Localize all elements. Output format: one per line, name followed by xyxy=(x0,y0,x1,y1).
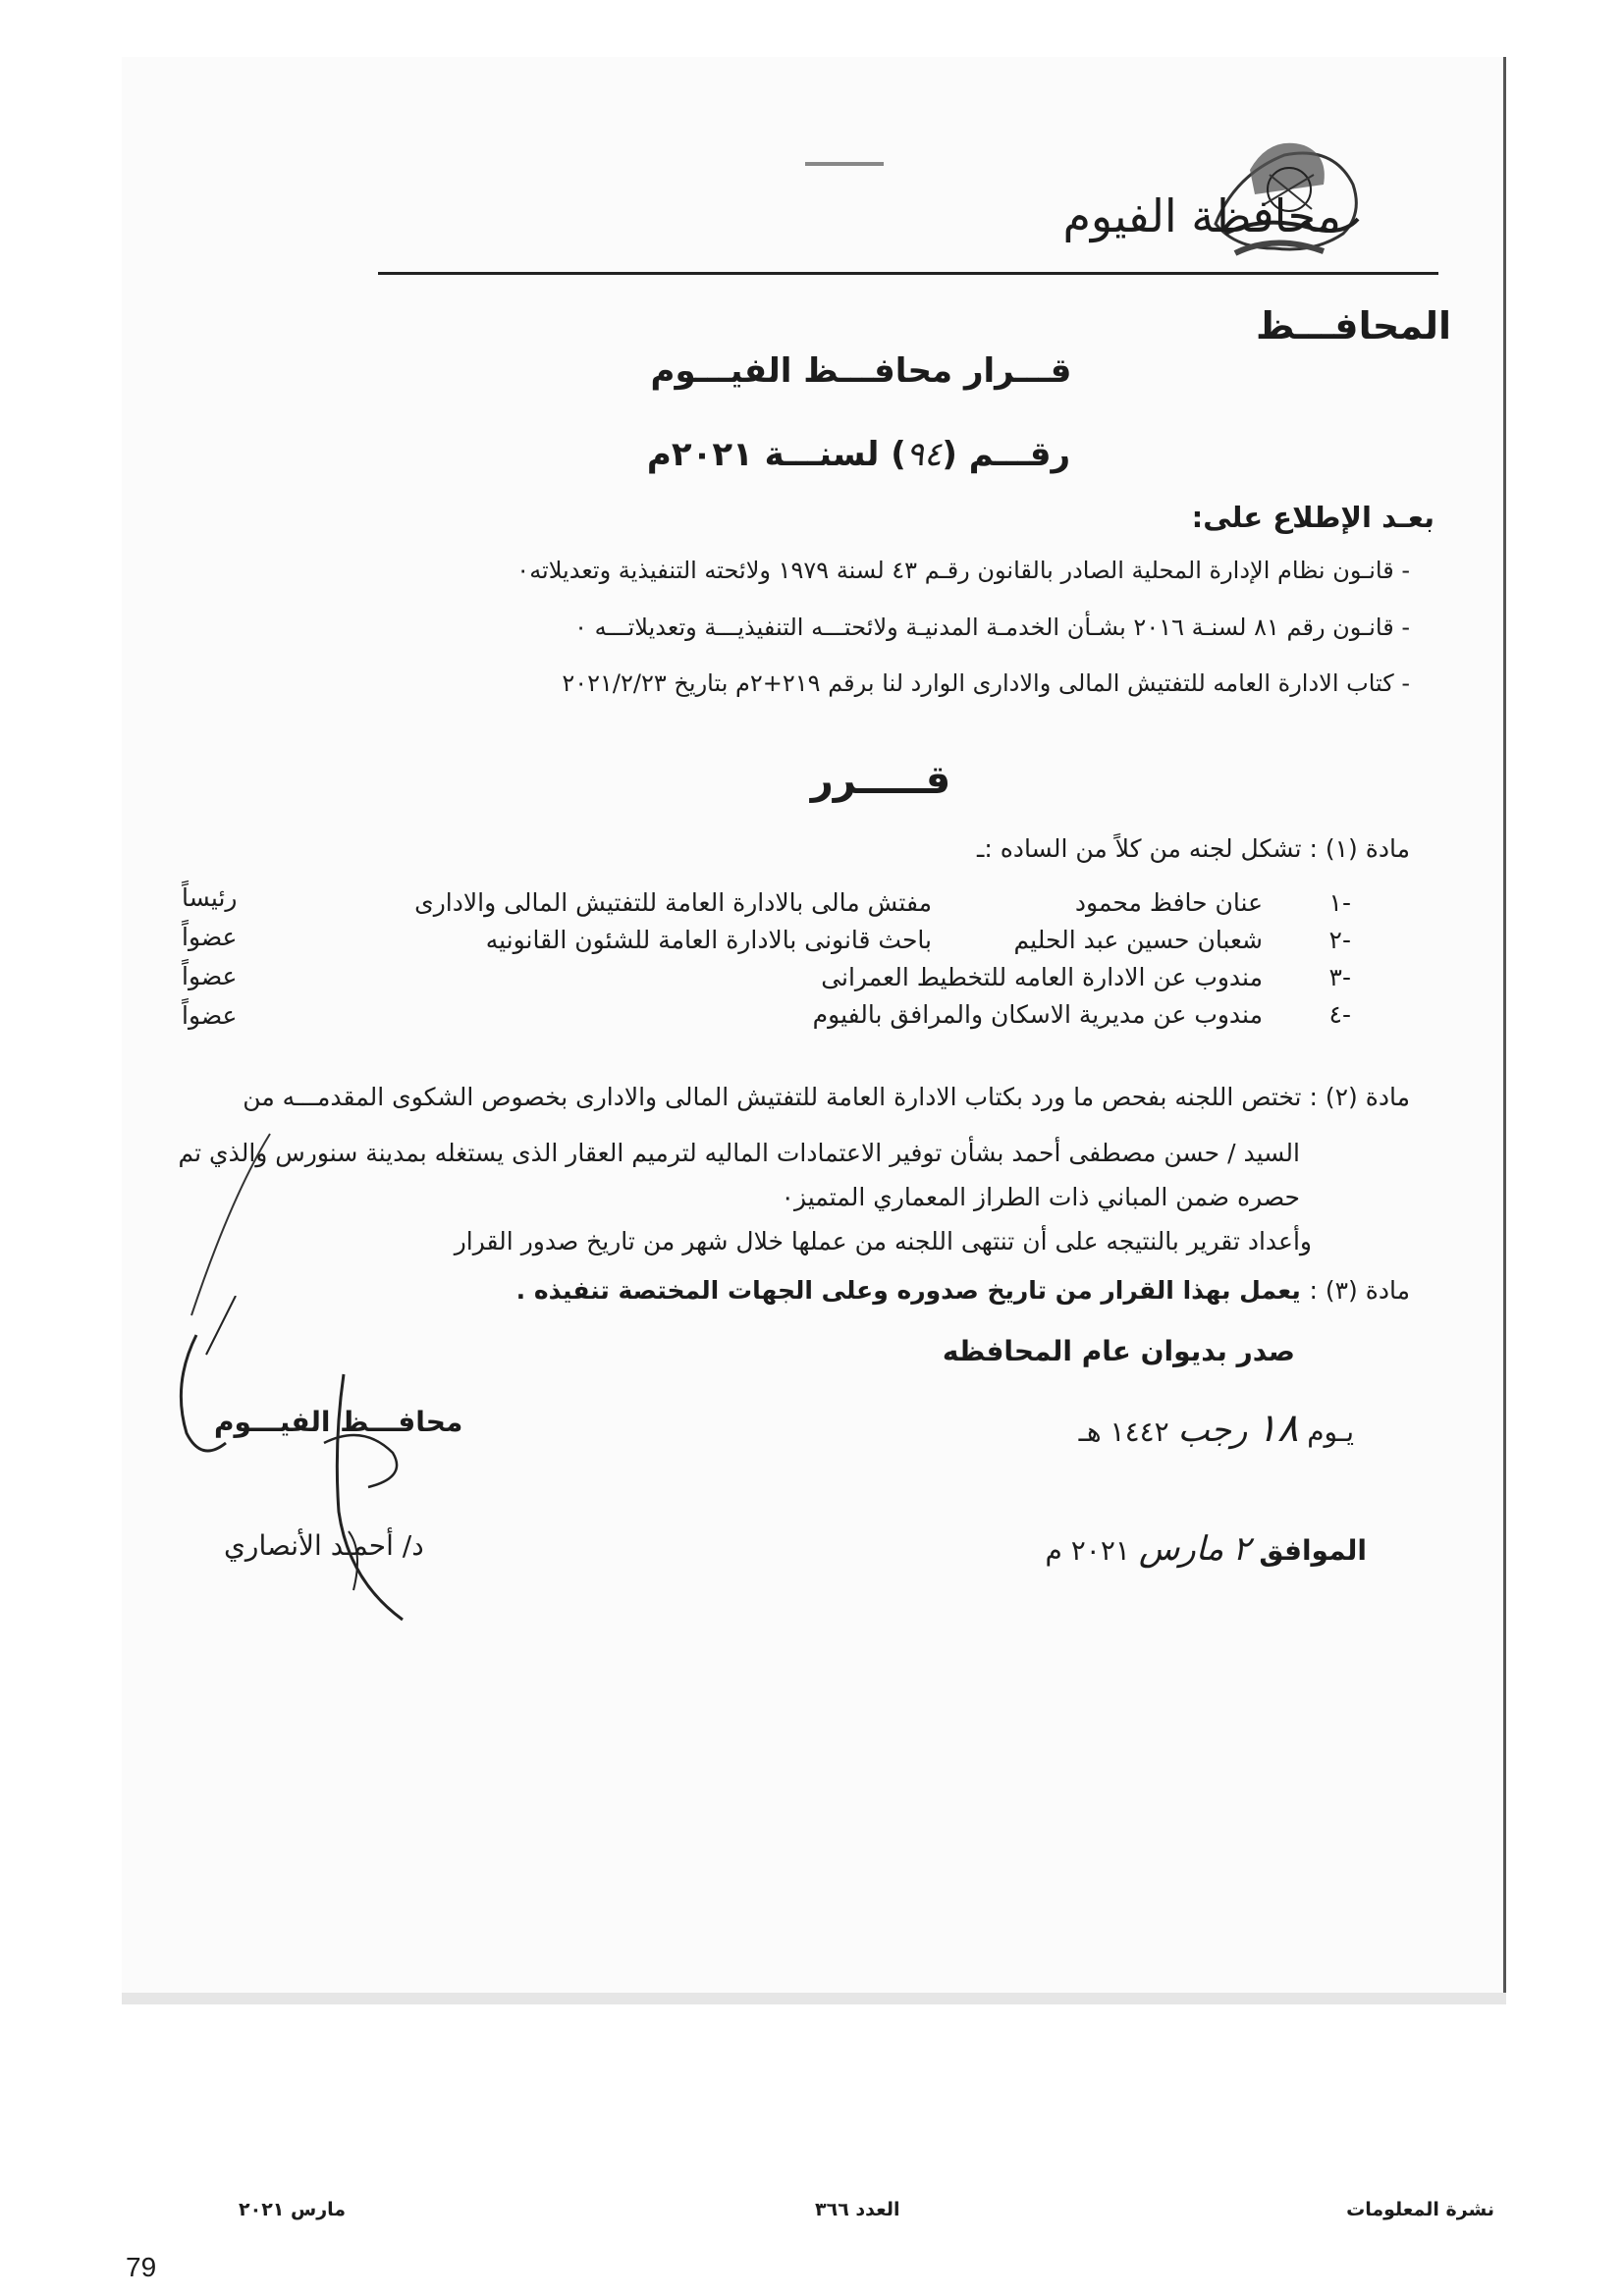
member-number: ٣- xyxy=(1328,963,1351,991)
hijri-year: ١٤٤٢ هـ xyxy=(1078,1415,1169,1448)
article2-line4: وأعداد تقرير بالنتيجه على أن تنتهى اللجنه من عملها خلال شهر من تاريخ صدور القرار xyxy=(454,1227,1312,1255)
article3 xyxy=(516,1276,1410,1305)
member-job: مفتش مالى بالادارة العامة للتفتيش المالى والادارى xyxy=(414,888,932,917)
article1-label: مادة (١) : xyxy=(1309,834,1410,863)
article3-text: يعمل بهذا القرار من تاريخ صدوره وعلى الجهات المختصة تنفيذه . xyxy=(515,1276,1301,1305)
article2-text: تختص اللجنه بفحص ما ورد بكتاب الادارة العامة للتفتيش المالى والادارى بخصوص الشكوى المقدمـــه من xyxy=(243,1083,1302,1111)
member-name: مندوب عن مديرية الاسكان والمرافق بالفيوم xyxy=(812,1000,1263,1029)
number-suffix: ) لسنـــة ٢٠٢١م xyxy=(646,435,906,474)
greg-day: ٢ xyxy=(1232,1529,1251,1569)
article1-text: تشكل لجنه من كلاً من الساده :ـ xyxy=(977,834,1302,863)
reference-item: - قانـون رقم ٨١ لسنـة ٢٠١٦ بشـأن الخدمـة المدنيـة ولائحتـــه التنفيذيـــة وتعديلاتـــه ٠ xyxy=(574,614,1410,641)
preamble-heading: بعـد الإطلاع على: xyxy=(1191,501,1435,534)
header-mark xyxy=(805,162,884,166)
hijri-date xyxy=(1079,1406,1354,1451)
footer-date: مارس ٢٠٢١ xyxy=(239,2199,347,2220)
decision-word: قـــــرر xyxy=(810,758,951,803)
issued-at: صدر بديوان عام المحافظه xyxy=(942,1335,1295,1367)
number-prefix: رقـــم ( xyxy=(942,435,1071,474)
hijri-day: ١٨ xyxy=(1256,1406,1299,1451)
member-number: ٤- xyxy=(1328,1000,1351,1029)
member-role: عضواً xyxy=(182,1001,238,1030)
greg-year: ٢٠٢١ م xyxy=(1045,1534,1130,1567)
hijri-month: رجب xyxy=(1177,1411,1248,1450)
article2-line1 xyxy=(243,1083,1410,1111)
gregorian-date xyxy=(1046,1529,1368,1569)
footer-bulletin: نشرة المعلومات xyxy=(1346,2199,1494,2220)
greg-prefix: الموافق xyxy=(1259,1534,1367,1567)
scan-edge xyxy=(122,1993,1506,2004)
member-role: رئيساً xyxy=(182,883,238,912)
article1 xyxy=(977,834,1410,863)
reference-item: - كتاب الادارة العامه للتفتيش المالى والادارى الوارد لنا برقم ٢١٩+٢م بتاريخ ٢٠٢١/٢/٢٣ xyxy=(562,669,1410,697)
member-number: ٢- xyxy=(1328,926,1351,954)
article3-label: مادة (٣) : xyxy=(1309,1276,1410,1305)
member-job: باحث قانونى بالادارة العامة للشئون القانونيه xyxy=(485,926,932,954)
member-number: ١- xyxy=(1328,888,1351,917)
article2-line3: حصره ضمن المباني ذات الطراز المعماري المتميز٠ xyxy=(781,1183,1300,1211)
article2-label: مادة (٢) : xyxy=(1309,1083,1410,1111)
scanned-document xyxy=(122,57,1506,2004)
member-role: عضواً xyxy=(182,923,238,951)
margin-stroke xyxy=(172,1129,280,1325)
page-number: 79 xyxy=(126,2252,157,2282)
member-name: مندوب عن الادارة العامه للتخطيط العمرانى xyxy=(821,963,1263,991)
office-title: المحافـــظ xyxy=(1256,304,1451,347)
number-handwritten: ٩٤ xyxy=(905,435,943,474)
article2-line2: السيد / حسن مصطفى أحمد بشأن توفير الاعتمادات الماليه لترميم العقار الذى يستغله بمدينة سنورس والذي تم xyxy=(178,1139,1300,1167)
day-prefix: يـوم xyxy=(1307,1415,1354,1448)
member-role: عضواً xyxy=(182,962,238,990)
signature-name: د/ أحمـد الأنصاري xyxy=(224,1529,424,1562)
handwritten-signature xyxy=(167,1296,452,1649)
reference-item: - قانـون نظام الإدارة المحلية الصادر بالقانون رقـم ٤٣ لسنة ١٩٧٩ ولائحته التنفيذية وتعديلاته٠ xyxy=(516,557,1410,584)
member-name: شعبان حسين عبد الحليم xyxy=(1013,926,1263,954)
decree-number xyxy=(0,435,1624,474)
governorate-name: محافظة الفيوم xyxy=(1062,189,1341,242)
member-name: عنان حافظ محمود xyxy=(1074,888,1263,917)
greg-month: مارس xyxy=(1138,1529,1224,1569)
decree-title: قـــرار محافـــظ الفيـــوم xyxy=(650,351,1072,391)
footer-issue: العدد ٣٦٦ xyxy=(815,2199,900,2220)
signature-title: محافـــظ الفيـــوم xyxy=(214,1406,463,1438)
header-divider xyxy=(378,272,1438,275)
